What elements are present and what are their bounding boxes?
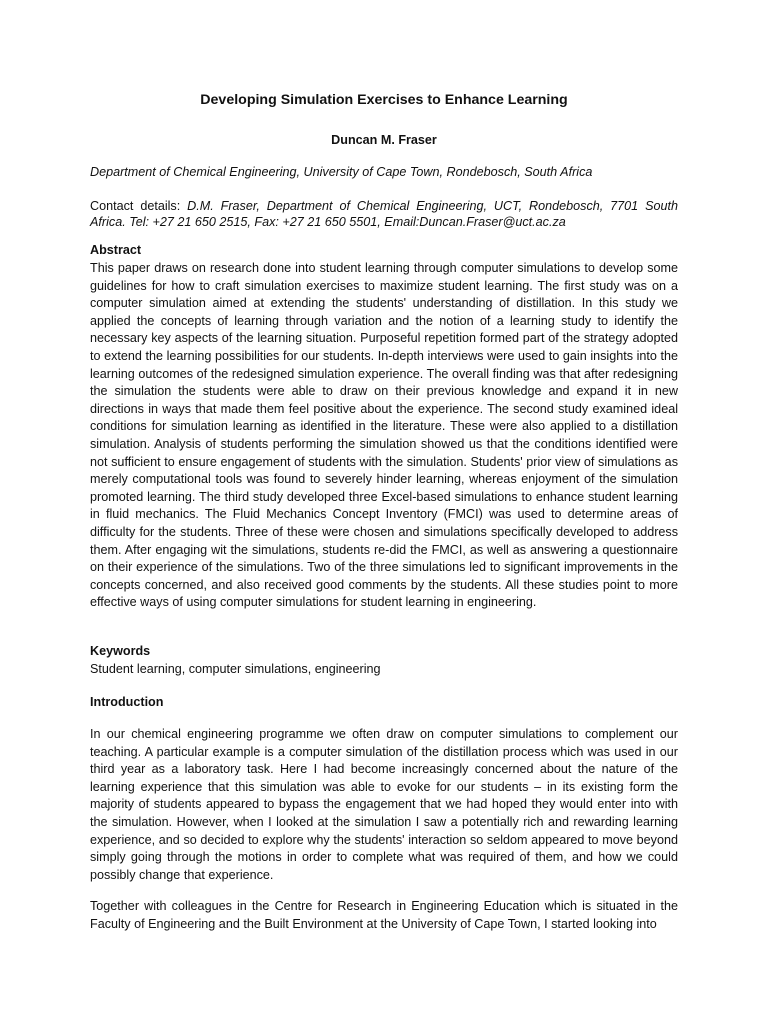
abstract-heading: Abstract [90,243,142,257]
introduction-heading: Introduction [90,695,164,709]
keywords-text: Student learning, computer simulations, engineering [90,662,381,676]
keywords-heading: Keywords [90,644,151,658]
contact-label: Contact details: [90,199,188,213]
author-affiliation: Department of Chemical Engineering, University of Cape Town, Rondebosch, South Africa [90,165,593,179]
paper-title: Developing Simulation Exercises to Enhance Learning [200,92,568,108]
intro-paragraph-1: In our chemical engineering programme we often draw on computer simulations to complement our teaching. A particular example is a computer simulation of the distillation process which was used in our third year as a laboratory task. Here I had become increasingly concerned about the nature of the learning experience that this simulation was able to evoke for our students – in its existing form the majority of students appeared to bypass the engagement that we had hoped they would enter into with the simulation. However, when I looked at the simulation I saw a potentially rich and rewarding learning experience, and so decided to explore why the students' interaction so seldom appeared to move beyond simply going through the motions in order to complete what was required of them, and how we could possibly change that experience. [90,727,678,882]
contact-text: D.M. Fraser, Department of Chemical Engineering, UCT, Rondebosch, 7701 South Africa. Tel: +27 21 650 2515, Fax: +27 21 650 5501, Email:Duncan.Fraser@uct.ac.za [90,199,678,229]
intro-paragraph-2: Together with colleagues in the Centre for Research in Engineering Education which is situated in the Faculty of Engineering and the Built Environment at the University of Cape Town, I started looking into [90,899,678,931]
contact-details [90,199,678,230]
author-name: Duncan M. Fraser [331,133,437,147]
abstract-text: This paper draws on research done into student learning through computer simulations to develop some guidelines for how to craft simulation exercises to maximize student learning. The first study was on a computer simulation aimed at extending the students' understanding of distillation. In this study we applied the concepts of learning through variation and the notion of a learning study to identify the necessary key aspects of the learning situation. Purposeful repetition formed part of the strategy adopted to extend the learning possibilities for our students. In-depth interviews were used to gain insights into the learning outcomes of the redesigned simulation experience. The overall finding was that after redesigning the simulation the students were able to draw on their previous knowledge and expand it in new directions in ways that made them feel positive about the experience. The second study examined ideal conditions for simulation learning as identified in the literature. These were also applied to a distillation simulation. Analysis of students performing the simulation showed us that the conditions identified were not sufficient to ensure engagement of students with the simulation. Students' prior view of simulations as merely computational tools was found to severely hinder learning, whereas enjoyment of the simulation promoted learning. The third study developed three Excel-based simulations to enhance student learning in fluid mechanics. The Fluid Mechanics Concept Inventory (FMCI) was used to determine areas of difficulty for the students. Three of these were chosen and simulations specifically developed to address them. After engaging wit the simulations, students re-did the FMCI, as well as answering a questionnaire on their experience of the simulations. Two of the three simulations led to significant improvements in the concepts concerned, and also received good comments by the students. All these studies point to more effective ways of using computer simulations for student learning in engineering. [90,261,678,610]
